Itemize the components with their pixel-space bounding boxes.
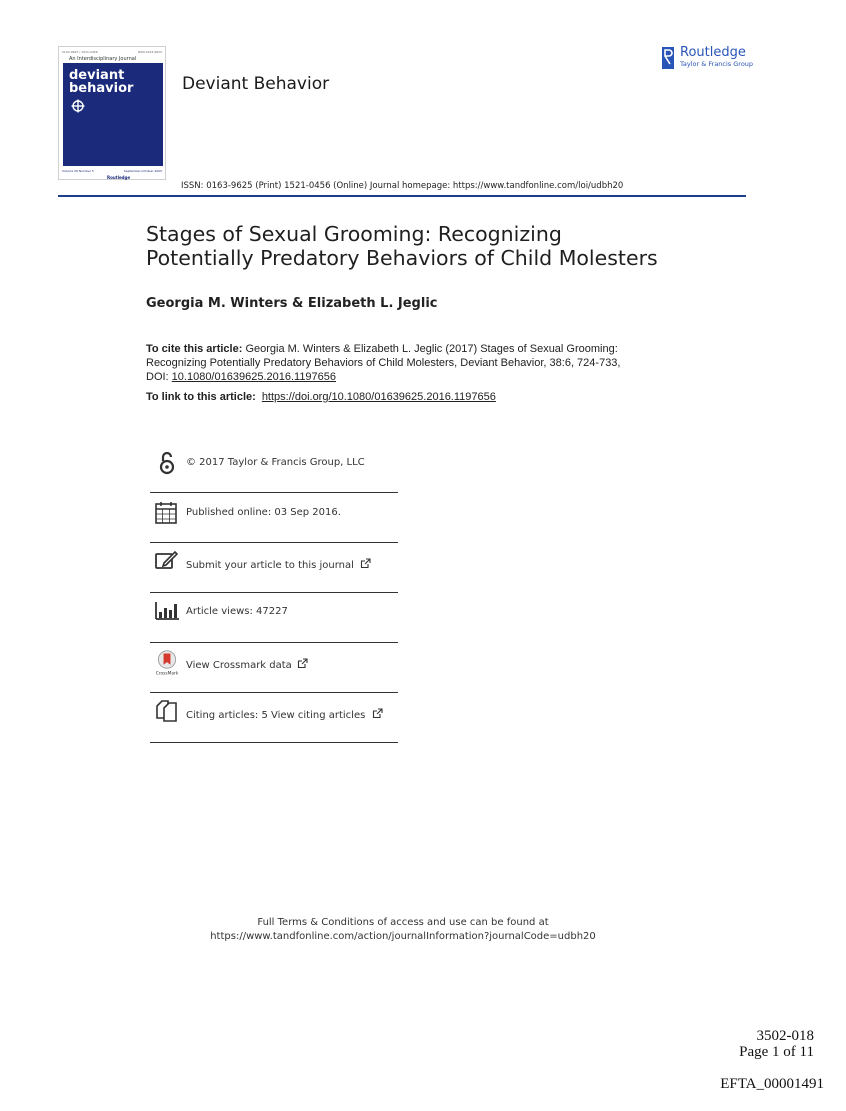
submit-row[interactable] bbox=[150, 546, 398, 596]
copyright-text: © 2017 Taylor & Francis Group, LLC bbox=[186, 457, 365, 468]
article-link-block bbox=[146, 391, 496, 403]
document-reference bbox=[739, 1028, 814, 1060]
globe-icon bbox=[71, 99, 85, 113]
cover-title: deviant behavior bbox=[69, 68, 134, 96]
info-divider bbox=[150, 642, 398, 643]
cover-subtitle: An Interdisciplinary Journal bbox=[69, 56, 137, 62]
article-title: Stages of Sexual Grooming: Recognizing Potentially Predatory Behaviors of Child Molesters bbox=[146, 222, 658, 270]
article-authors: Georgia M. Winters & Elizabeth L. Jeglic bbox=[146, 296, 438, 311]
article-views: Article views: 47227 bbox=[186, 606, 288, 617]
crossmark-caption: CrossMark bbox=[155, 671, 179, 676]
cover-publisher: Routledge bbox=[107, 175, 131, 180]
efta-stamp: EFTA_00001491 bbox=[720, 1076, 824, 1092]
citation-text-1: Georgia M. Winters & Elizabeth L. Jeglic (2017) Stages of Sexual Grooming: bbox=[245, 343, 618, 355]
routledge-logo bbox=[662, 45, 754, 71]
citing-articles-icon bbox=[154, 698, 180, 724]
article-doi-link[interactable]: https://doi.org/10.1080/01639625.2016.1197656 bbox=[261, 391, 496, 403]
citation-label: To cite this article: bbox=[146, 343, 243, 355]
edit-icon bbox=[154, 548, 180, 574]
info-divider bbox=[150, 542, 398, 543]
open-access-icon bbox=[154, 450, 180, 476]
info-divider bbox=[150, 592, 398, 593]
info-divider bbox=[150, 742, 398, 743]
cover-header-right: ISSN 0163-9625 bbox=[137, 50, 162, 54]
terms-footer: Full Terms & Conditions of access and use can be found at https://www.tandfonline.com/action/journalInformation?journalCode=udbh20 bbox=[0, 916, 806, 944]
terms-link[interactable]: https://www.tandfonline.com/action/journalInformation?journalCode=udbh20 bbox=[210, 931, 596, 942]
published-row bbox=[150, 496, 398, 546]
link-label: To link to this article: bbox=[146, 391, 256, 403]
page-number: Page 1 of 11 bbox=[739, 1044, 814, 1060]
journal-homepage-link[interactable]: https://www.tandfonline.com/loi/udbh20 bbox=[452, 181, 624, 191]
routledge-name: Routledge bbox=[680, 45, 746, 60]
submit-article-link[interactable]: Submit your article to this journal bbox=[186, 558, 371, 571]
views-row bbox=[150, 596, 398, 646]
citation-doi-link[interactable]: 10.1080/01639625.2016.1197656 bbox=[171, 371, 337, 383]
external-link-icon bbox=[297, 658, 308, 669]
cover-date: September-October 2005 bbox=[123, 169, 162, 173]
routledge-tagline: Taylor & Francis Group bbox=[680, 60, 754, 68]
citation-block: To cite this article: Georgia M. Winters & Elizabeth L. Jeglic (2017) Stages of Sexual Grooming: Recognizing Potentially Predatory Behaviors of Child Molesters, Deviant Behavior, 38:6, 724-733, DOI: 10.1080/01639625.2016.1197656 bbox=[146, 342, 706, 384]
issn-line: ISSN: 0163-9625 (Print) 1521-0456 (Online) Journal homepage: https://www.tandfonline.com/loi/udbh20 bbox=[181, 181, 624, 191]
crossmark-icon bbox=[154, 650, 180, 676]
published-date: Published online: 03 Sep 2016. bbox=[186, 507, 341, 518]
journal-name: Deviant Behavior bbox=[182, 74, 330, 94]
document-number: 3502-018 bbox=[756, 1028, 814, 1044]
bar-chart-icon bbox=[154, 598, 180, 624]
journal-cover bbox=[58, 46, 166, 180]
citing-articles-link[interactable]: Citing articles: 5 View citing articles bbox=[186, 708, 383, 721]
cover-volume: Volume 26 Number 5 bbox=[62, 169, 94, 173]
header-rule bbox=[58, 195, 746, 197]
cover-header-left: 0163-9625 / 1521-0456 bbox=[62, 50, 98, 54]
crossmark-link[interactable]: View Crossmark data bbox=[186, 658, 308, 671]
citation-text-2: Recognizing Potentially Predatory Behaviors of Child Molesters, Deviant Behavior, 38:6, 724-733, bbox=[146, 357, 621, 369]
open-access-row bbox=[150, 446, 398, 496]
cover-title-panel bbox=[63, 63, 163, 166]
external-link-icon bbox=[360, 558, 371, 569]
calendar-icon bbox=[154, 500, 180, 526]
external-link-icon bbox=[372, 708, 383, 719]
citing-row[interactable] bbox=[150, 696, 398, 746]
routledge-r-icon bbox=[662, 47, 674, 69]
info-divider bbox=[150, 492, 398, 493]
crossmark-row[interactable] bbox=[150, 646, 398, 696]
info-divider bbox=[150, 692, 398, 693]
